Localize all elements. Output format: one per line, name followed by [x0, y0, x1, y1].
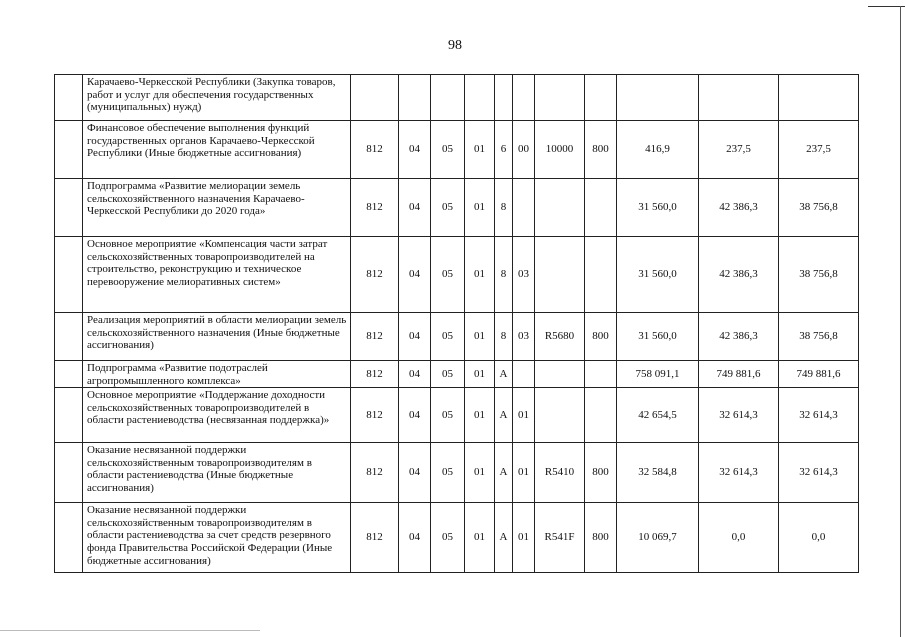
scan-edge-bottom [0, 630, 260, 631]
table-body [55, 75, 859, 573]
amount-year2-cell: 42 386,3 [699, 237, 779, 313]
section-cell: 04 [399, 503, 431, 573]
subsection-cell: 05 [431, 388, 465, 443]
event-cell: 01 [513, 503, 535, 573]
event-cell [513, 361, 535, 388]
section-cell: 04 [399, 388, 431, 443]
section-cell: 04 [399, 179, 431, 237]
budget-table [54, 74, 859, 573]
section-cell: 04 [399, 237, 431, 313]
program-cell: 01 [465, 388, 495, 443]
page-number: 98 [448, 38, 462, 53]
item-name-cell: Подпрограмма «Развитие мелиорации земель сельскохозяйственного назначения Карачаево-Черкесской Республики до 2020 года» [83, 179, 351, 237]
amount-year2-cell: 42 386,3 [699, 179, 779, 237]
subsection-cell: 05 [431, 179, 465, 237]
item-name-cell: Оказание несвязанной поддержки сельскохозяйственным товаропроизводителям в области растениеводства за счет средств резервного фонда Правительства Российской Федерации (Иные бюджетные ассигнования) [83, 503, 351, 573]
item-name-cell: Основное мероприятие «Поддержание доходности сельскохозяйственных товаропроизводителей в области растениеводства (несвязанная поддержка)» [83, 388, 351, 443]
subsection-cell: 05 [431, 503, 465, 573]
row-number-cell [55, 503, 83, 573]
program-cell: 01 [465, 121, 495, 179]
subsection-cell: 05 [431, 443, 465, 503]
grbs-cell: 812 [351, 361, 399, 388]
program-cell: 01 [465, 313, 495, 361]
expense-type-cell [585, 361, 617, 388]
table-row [55, 388, 859, 443]
event-cell: 03 [513, 237, 535, 313]
amount-year2-cell: 237,5 [699, 121, 779, 179]
item-name-cell: Основное мероприятие «Компенсация части затрат сельскохозяйственных товаропроизводителей на строительство, реконструкцию и техническое перевооружение мелиоративных систем» [83, 237, 351, 313]
subsection-cell: 05 [431, 121, 465, 179]
amount-year1-cell: 31 560,0 [617, 313, 699, 361]
subprogram-cell: А [495, 443, 513, 503]
event-cell: 01 [513, 443, 535, 503]
event-cell: 01 [513, 388, 535, 443]
program-cell: 01 [465, 443, 495, 503]
amount-year1-cell: 416,9 [617, 121, 699, 179]
row-number-cell [55, 361, 83, 388]
subsection-cell: 05 [431, 237, 465, 313]
scan-edge-right [900, 6, 901, 637]
amount-year1-cell: 758 091,1 [617, 361, 699, 388]
amount-year2-cell [699, 75, 779, 121]
grbs-cell: 812 [351, 121, 399, 179]
row-number-cell [55, 388, 83, 443]
grbs-cell: 812 [351, 313, 399, 361]
expense-type-cell: 800 [585, 503, 617, 573]
direction-cell [535, 179, 585, 237]
table-row [55, 313, 859, 361]
event-cell: 03 [513, 313, 535, 361]
table-row [55, 503, 859, 573]
event-cell [513, 75, 535, 121]
amount-year3-cell: 38 756,8 [779, 179, 859, 237]
subsection-cell [431, 75, 465, 121]
amount-year1-cell: 31 560,0 [617, 179, 699, 237]
table-row [55, 121, 859, 179]
program-cell [465, 75, 495, 121]
amount-year3-cell: 32 614,3 [779, 388, 859, 443]
expense-type-cell [585, 388, 617, 443]
grbs-cell: 812 [351, 388, 399, 443]
table-row [55, 75, 859, 121]
expense-type-cell: 800 [585, 121, 617, 179]
program-cell: 01 [465, 503, 495, 573]
table-row [55, 237, 859, 313]
row-number-cell [55, 121, 83, 179]
row-number-cell [55, 179, 83, 237]
row-number-cell [55, 313, 83, 361]
subsection-cell: 05 [431, 361, 465, 388]
item-name-cell: Карачаево-Черкесской Республики (Закупка товаров, работ и услуг для обеспечения государственных (муниципальных) нужд) [83, 75, 351, 121]
amount-year3-cell [779, 75, 859, 121]
amount-year1-cell: 31 560,0 [617, 237, 699, 313]
subprogram-cell: А [495, 361, 513, 388]
subprogram-cell: 8 [495, 179, 513, 237]
row-number-cell [55, 75, 83, 121]
amount-year3-cell: 0,0 [779, 503, 859, 573]
section-cell: 04 [399, 443, 431, 503]
amount-year2-cell: 749 881,6 [699, 361, 779, 388]
expense-type-cell [585, 179, 617, 237]
amount-year1-cell: 32 584,8 [617, 443, 699, 503]
program-cell: 01 [465, 237, 495, 313]
amount-year3-cell: 237,5 [779, 121, 859, 179]
section-cell: 04 [399, 361, 431, 388]
amount-year3-cell: 38 756,8 [779, 313, 859, 361]
item-name-cell: Финансовое обеспечение выполнения функций государственных органов Карачаево-Черкесской Республики (Иные бюджетные ассигнования) [83, 121, 351, 179]
amount-year1-cell: 42 654,5 [617, 388, 699, 443]
item-name-cell: Реализация мероприятий в области мелиорации земель сельскохозяйственного назначения (Иные бюджетные ассигнования) [83, 313, 351, 361]
direction-cell: 10000 [535, 121, 585, 179]
amount-year3-cell: 32 614,3 [779, 443, 859, 503]
event-cell [513, 179, 535, 237]
grbs-cell: 812 [351, 443, 399, 503]
subprogram-cell: 6 [495, 121, 513, 179]
item-name-cell: Оказание несвязанной поддержки сельскохозяйственным товаропроизводителям в области растениеводства (Иные бюджетные ассигнования) [83, 443, 351, 503]
direction-cell: R5410 [535, 443, 585, 503]
amount-year1-cell [617, 75, 699, 121]
subprogram-cell: 8 [495, 313, 513, 361]
row-number-cell [55, 237, 83, 313]
section-cell: 04 [399, 313, 431, 361]
subprogram-cell: 8 [495, 237, 513, 313]
item-name-cell: Подпрограмма «Развитие подотраслей агропромышленного комплекса» [83, 361, 351, 388]
section-cell: 04 [399, 121, 431, 179]
direction-cell [535, 388, 585, 443]
amount-year2-cell: 32 614,3 [699, 443, 779, 503]
direction-cell [535, 361, 585, 388]
grbs-cell: 812 [351, 503, 399, 573]
amount-year3-cell: 38 756,8 [779, 237, 859, 313]
amount-year2-cell: 32 614,3 [699, 388, 779, 443]
amount-year1-cell: 10 069,7 [617, 503, 699, 573]
grbs-cell [351, 75, 399, 121]
direction-cell [535, 237, 585, 313]
amount-year2-cell: 0,0 [699, 503, 779, 573]
subprogram-cell: А [495, 388, 513, 443]
row-number-cell [55, 443, 83, 503]
direction-cell: R5680 [535, 313, 585, 361]
expense-type-cell: 800 [585, 443, 617, 503]
grbs-cell: 812 [351, 237, 399, 313]
amount-year2-cell: 42 386,3 [699, 313, 779, 361]
expense-type-cell [585, 237, 617, 313]
subprogram-cell: А [495, 503, 513, 573]
table-row [55, 361, 859, 388]
direction-cell: R541F [535, 503, 585, 573]
expense-type-cell: 800 [585, 313, 617, 361]
subsection-cell: 05 [431, 313, 465, 361]
amount-year3-cell: 749 881,6 [779, 361, 859, 388]
event-cell: 00 [513, 121, 535, 179]
section-cell [399, 75, 431, 121]
expense-type-cell [585, 75, 617, 121]
program-cell: 01 [465, 179, 495, 237]
subprogram-cell [495, 75, 513, 121]
table-row [55, 179, 859, 237]
program-cell: 01 [465, 361, 495, 388]
table-row [55, 443, 859, 503]
grbs-cell: 812 [351, 179, 399, 237]
direction-cell [535, 75, 585, 121]
